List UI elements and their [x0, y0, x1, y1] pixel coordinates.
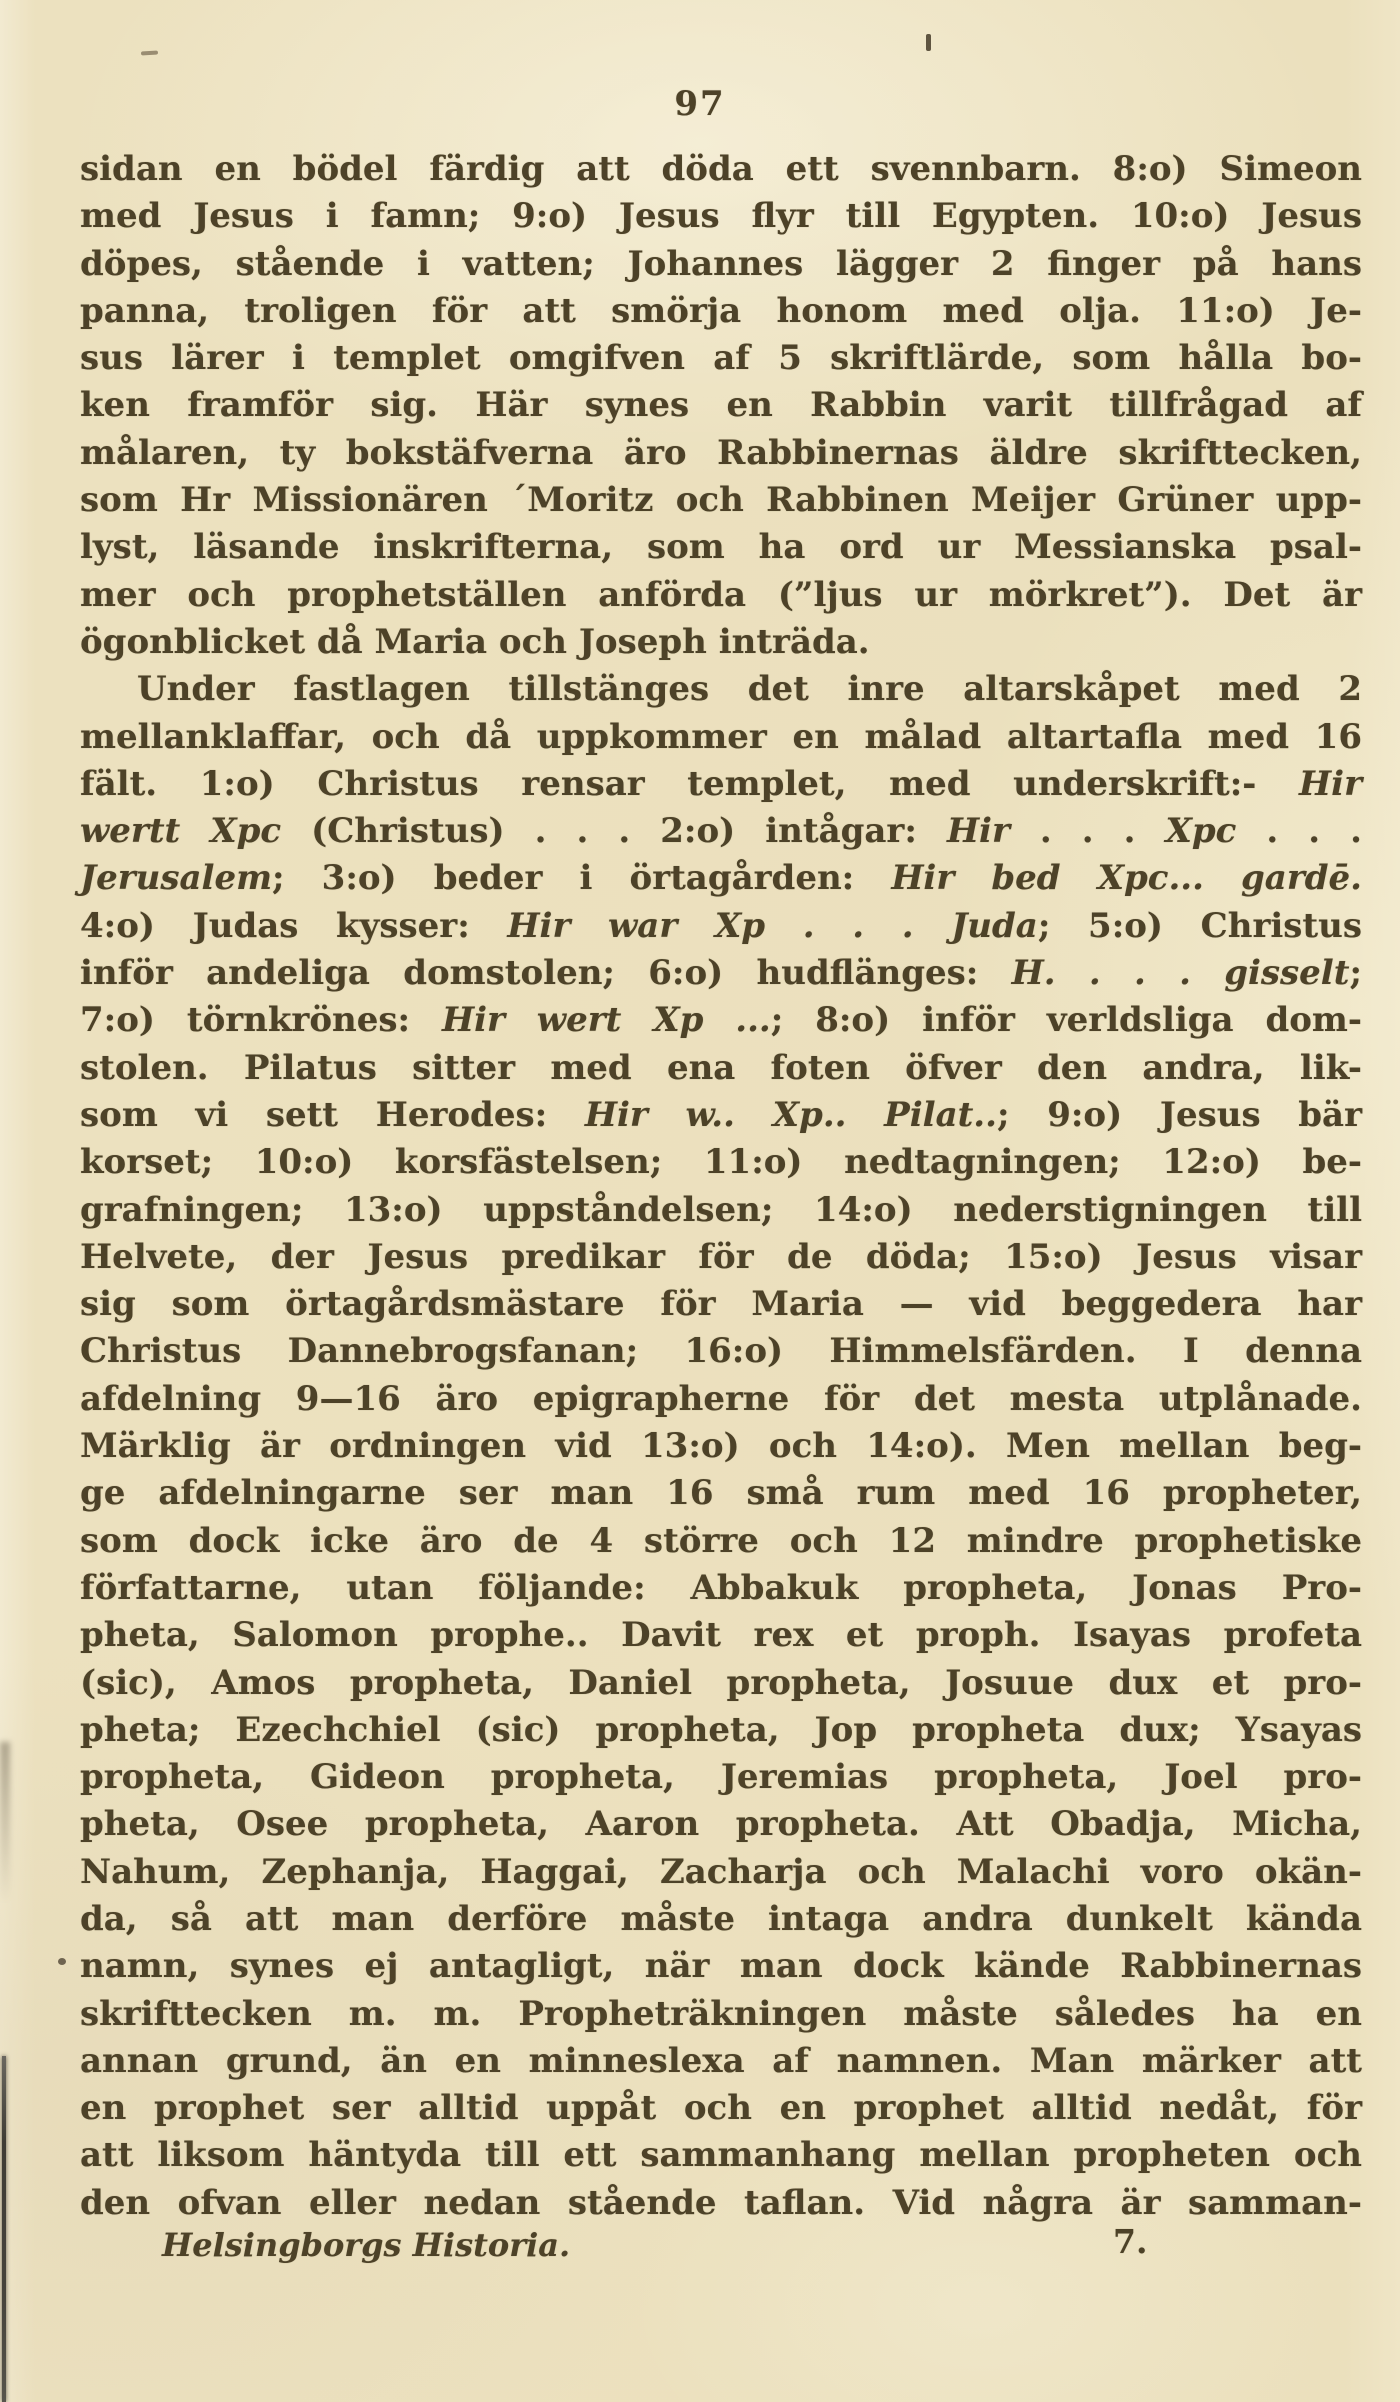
text-segment: mer och prophetställen anförda (”ljus ur mörkret”). Det är	[80, 574, 1362, 615]
text-line-24	[80, 1234, 1362, 1281]
text-segment: korset; 10:o) korsfästelsen; 11:o) nedtagningen; 12:o) be-	[80, 1142, 1362, 1183]
text-line-21	[80, 1092, 1362, 1139]
text-segment: ge afdelningarne ser man 16 små rum med 16 propheter,	[80, 1473, 1362, 1514]
text-segment: ögonblicket då Maria och Joseph inträda.	[80, 621, 870, 662]
text-segment: Christus Dannebrogsfanan; 16:o) Himmelsfärden. I denna	[80, 1331, 1362, 1372]
page-edge-smudge	[0, 1742, 10, 1902]
text-segment: (sic), Amos propheta, Daniel propheta, Josuue dux et pro-	[80, 1662, 1362, 1703]
text-segment: sig som örtagårdsmästare för Maria — vid beggedera har	[80, 1284, 1362, 1325]
text-line-41	[80, 2038, 1362, 2085]
text-line-18	[80, 950, 1362, 997]
text-segment: da, så att man derföre måste intaga andra dunkelt kända	[80, 1898, 1362, 1939]
text-segment: grafningen; 13:o) uppståndelsen; 14:o) nederstigningen till	[80, 1189, 1362, 1230]
text-segment: ; 3:o) beder i örtagården:	[272, 858, 892, 899]
text-line-3	[80, 241, 1362, 288]
italic-segment: wertt Xpc	[80, 811, 282, 852]
text-line-31	[80, 1565, 1362, 1612]
text-segment: att liksom häntyda till ett sammanhang mellan propheten och	[80, 2135, 1362, 2176]
text-segment: lyst, läsande inskrifterna, som ha ord ur Messianska psal-	[80, 527, 1362, 568]
text-segment: 4:o) Judas kysser:	[80, 905, 508, 946]
text-segment: den ofvan eller nedan stående taflan. Vid några är samman-	[80, 2182, 1362, 2223]
text-line-4	[80, 288, 1362, 335]
ink-dash-speck	[141, 51, 158, 56]
text-line-7	[80, 430, 1362, 477]
text-line-9	[80, 524, 1362, 571]
text-segment: 7:o) törnkrönes:	[80, 1000, 442, 1041]
text-line-20	[80, 1045, 1362, 1092]
text-segment: inför andeliga domstolen; 6:o) hudflänges:	[80, 953, 1012, 994]
text-line-10	[80, 572, 1362, 619]
text-segment: sus lärer i templet omgifven af 5 skriftlärde, som hålla bo-	[80, 338, 1362, 379]
text-segment: pheta; Ezechchiel (sic) propheta, Jop propheta dux; Ysayas	[80, 1709, 1362, 1750]
text-segment: döpes, stående i vatten; Johannes lägger 2 finger på hans	[80, 243, 1362, 284]
text-segment: skrifttecken m. m. Propheträkningen måste således ha en	[80, 1993, 1362, 2034]
spine-edge-line	[2, 2056, 6, 2402]
italic-segment: Jerusalem	[80, 858, 273, 899]
text-segment: panna, troligen för att smörja honom med olja. 11:o) Je-	[80, 290, 1362, 331]
italic-segment: Hir wert Xp ...	[441, 1000, 771, 1041]
text-segment: propheta, Gideon propheta, Jeremias propheta, Joel pro-	[80, 1757, 1362, 1798]
italic-segment: Hir bed Xpc... gardē.	[891, 858, 1362, 899]
text-segment: Helvete, der Jesus predikar för de döda; 15:o) Jesus visar	[80, 1236, 1362, 1277]
text-line-13	[80, 714, 1362, 761]
text-line-12	[80, 666, 1362, 713]
text-segment: afdelning 9—16 äro epigrapherne för det mesta utplånade.	[80, 1378, 1362, 1419]
signature-number: 7.	[1113, 2222, 1148, 2261]
text-line-15	[80, 808, 1362, 855]
text-segment: ken framför sig. Här synes en Rabbin varit tillfrågad af	[80, 385, 1362, 426]
text-segment: en prophet ser alltid uppåt och en prophet alltid nedåt, för	[80, 2088, 1362, 2129]
text-line-23	[80, 1187, 1362, 1234]
body-text	[80, 146, 1362, 2227]
text-segment: ; 5:o) Christus	[1037, 905, 1362, 946]
text-line-32	[80, 1612, 1362, 1659]
text-segment: annan grund, än en minneslexa af namnen. Man märker att	[80, 2040, 1362, 2081]
text-line-6	[80, 382, 1362, 429]
text-segment: (Christus) . . . 2:o) intågar:	[281, 811, 947, 852]
text-segment: målaren, ty bokstäfverna äro Rabbinernas äldre skrifttecken,	[80, 432, 1362, 473]
italic-segment: Hir w.. Xp.. Pilat..	[584, 1094, 997, 1135]
text-segment: Under fastlagen tillstänges det inre altarskåpet med 2	[137, 669, 1362, 710]
text-segment: som vi sett Herodes:	[80, 1094, 585, 1135]
text-segment: pheta, Salomon prophe.. Davit rex et proph. Isayas profeta	[80, 1615, 1362, 1656]
text-line-39	[80, 1943, 1362, 1990]
text-line-8	[80, 477, 1362, 524]
text-segment: namn, synes ej antagligt, när man dock kände Rabbinernas	[80, 1946, 1362, 1987]
text-line-37	[80, 1849, 1362, 1896]
text-line-40	[80, 1991, 1362, 2038]
text-line-1	[80, 146, 1362, 193]
running-title: Helsingborgs Historia.	[162, 2226, 571, 2264]
text-line-28	[80, 1423, 1362, 1470]
ink-tick-speck	[926, 34, 931, 51]
text-line-17	[80, 903, 1362, 950]
text-line-27	[80, 1376, 1362, 1423]
text-line-5	[80, 335, 1362, 382]
text-line-34	[80, 1707, 1362, 1754]
text-line-2	[80, 193, 1362, 240]
text-segment: . . .	[1236, 811, 1362, 852]
text-line-42	[80, 2085, 1362, 2132]
text-line-35	[80, 1754, 1362, 1801]
text-line-16	[80, 855, 1362, 902]
margin-dot-speck	[58, 1958, 66, 1965]
text-line-38	[80, 1896, 1362, 1943]
text-line-19	[80, 997, 1362, 1044]
text-line-14	[80, 761, 1362, 808]
text-segment: som dock icke äro de 4 större och 12 mindre prophetiske	[80, 1520, 1362, 1561]
text-segment: som Hr Missionären ´Moritz och Rabbinen Meijer Grüner upp-	[80, 480, 1362, 521]
text-line-30	[80, 1518, 1362, 1565]
text-segment: ; 9:o) Jesus bär	[996, 1094, 1362, 1135]
italic-segment: Hir war Xp . . . Juda	[507, 905, 1038, 946]
text-line-43	[80, 2132, 1362, 2179]
italic-segment: Hir	[946, 811, 1010, 852]
text-segment: fält. 1:o) Christus rensar templet, med underskrift:-	[80, 763, 1300, 804]
text-segment: Nahum, Zephanja, Haggai, Zacharja och Malachi voro okän-	[80, 1851, 1362, 1892]
text-line-36	[80, 1801, 1362, 1848]
text-segment: pheta, Osee propheta, Aaron propheta. Att Obadja, Micha,	[80, 1804, 1362, 1845]
text-segment: mellanklaffar, och då uppkommer en målad altartafla med 16	[80, 716, 1362, 757]
text-line-26	[80, 1328, 1362, 1375]
text-line-25	[80, 1281, 1362, 1328]
text-segment: ; 8:o) inför verldsliga dom-	[770, 1000, 1363, 1041]
page-number: 97	[674, 84, 726, 124]
italic-segment: Xpc	[1165, 811, 1237, 852]
text-segment: Märklig är ordningen vid 13:o) och 14:o). Men mellan beg-	[80, 1426, 1362, 1467]
text-segment: författarne, utan följande: Abbakuk propheta, Jonas Pro-	[80, 1567, 1362, 1608]
text-segment: sidan en bödel färdig att döda ett svennbarn. 8:o) Simeon	[80, 149, 1362, 189]
text-line-11	[80, 619, 1362, 666]
italic-segment: H. . . . gisselt	[1011, 953, 1350, 994]
text-line-22	[80, 1139, 1362, 1186]
text-segment: . . .	[1009, 811, 1166, 852]
text-line-44	[80, 2180, 1362, 2227]
text-segment: med Jesus i famn; 9:o) Jesus flyr till Egypten. 10:o) Jesus	[80, 196, 1362, 237]
text-segment: ;	[1349, 953, 1362, 994]
text-line-33	[80, 1660, 1362, 1707]
italic-segment: Hir	[1299, 763, 1362, 804]
text-segment: stolen. Pilatus sitter med ena foten öfver den andra, lik-	[80, 1047, 1362, 1088]
text-line-29	[80, 1470, 1362, 1517]
